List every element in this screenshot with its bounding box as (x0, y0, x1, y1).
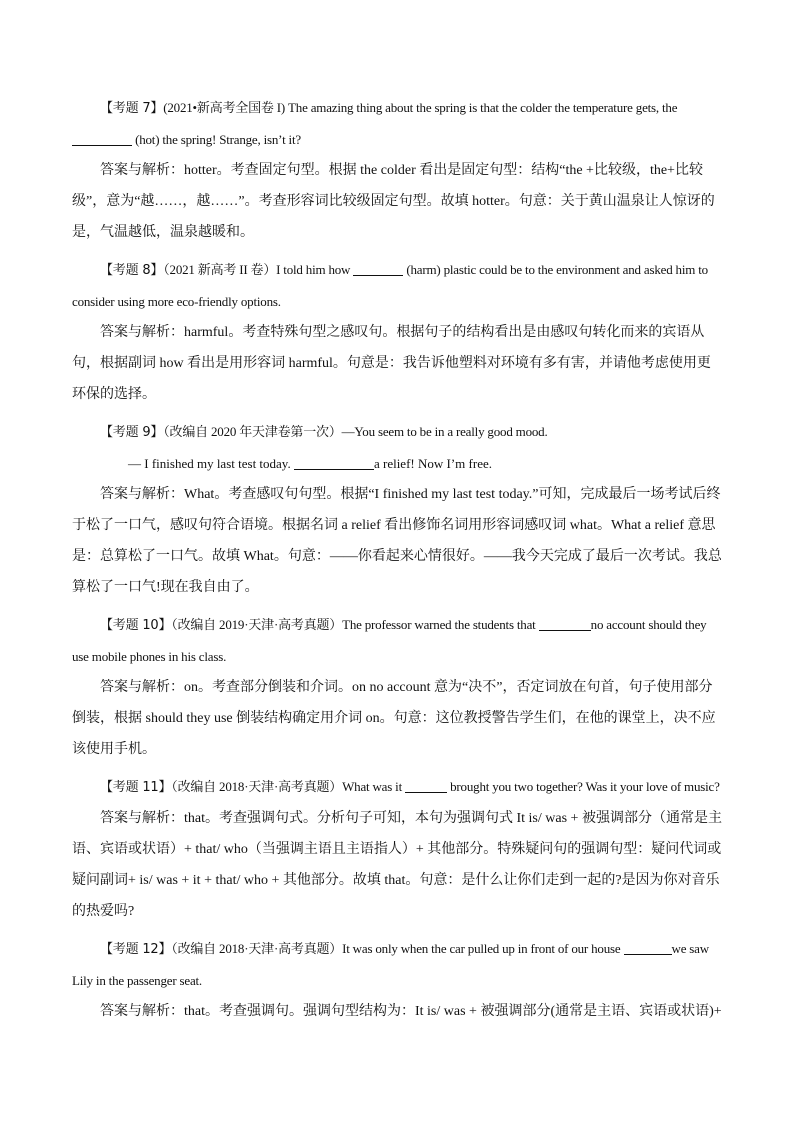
question-stem: （改编自 2020 年天津卷第一次）—You seem to be in a really good mood. (163, 424, 548, 439)
answer-blank (624, 940, 672, 955)
question-text (72, 609, 722, 672)
question-tag: 【考题 10】 (100, 618, 172, 633)
question-stem: （改编自 2018·天津·高考真题）It was only when the car pulled up in front of our house (171, 941, 621, 956)
question-stem: (2021•新高考全国卷 I) The amazing thing about the spring is that the colder the temperature gets, the (163, 100, 678, 115)
answer-blank (539, 616, 591, 631)
question-tag: 【考题 11】 (100, 780, 172, 795)
question-stem-end: brought you two together? Was it your love of music? (450, 779, 720, 794)
exam-question-11 (72, 771, 722, 927)
question-stem-end: (hot) the spring! Strange, isn’t it? (135, 132, 301, 147)
answer-blank (405, 778, 447, 793)
question-tag: 【考题 8】 (100, 263, 164, 278)
dialog-reply (72, 448, 722, 479)
answer-explanation: 答案与解析：that。考查强调句。强调句型结构为：It is/ was + 被强调部分(通常是主语、宾语或状语)+ (100, 1004, 722, 1019)
dialog-text: — I finished my last test today. (128, 456, 291, 471)
question-text (72, 933, 722, 996)
answer-explanation: 答案与解析：harmful。考查特殊句型之感叹句。根据句子的结构看出是由感叹句转化而来的宾语从句，根据副词 how 看出是用形容词 harmful。句意是：我告诉他塑料对环境有多有害，并请他考虑使用更环保的选择。 (72, 325, 711, 402)
document-content (72, 92, 722, 1033)
question-stem: （改编自 2019·天津·高考真题）The professor warned the students that (171, 617, 536, 632)
answer-explanation: 答案与解析：What。考查感叹句句型。根据“I finished my last test today.”可知，完成最后一场考试后终于松了一口气，感叹句符合语境。根据名词 a relief 看出修饰名词用形容词感叹词 what。What a relief 意思是：总算松了一口气。故填 What。句意：——你看起来心情很好。——我今天完成了最后一次考试。我总算松了一口气!现在我自由了。 (72, 487, 722, 595)
question-stem-end: no account should they use mobile phones in his class. (72, 617, 707, 664)
answer-blank (294, 455, 374, 470)
question-text (72, 92, 722, 155)
answer-blank (72, 131, 132, 146)
question-stem: （2021 新高考 II 卷）I told him how (163, 262, 351, 277)
question-tag: 【考题 7】 (100, 101, 164, 116)
answer-explanation: 答案与解析：that。考查强调句式。分析句子可知，本句为强调句式 It is/ was + 被强调部分（通常是主语、宾语或状语）+ that/ who（当强调主语且主语指人）+ 其他部分。特殊疑问句的强调句型：疑问代词或疑问副词+ is/ was + it + that/ who + 其他部分。故填 that。句意：是什么让你们走到一起的?是因为你对音乐的热爱吗? (72, 811, 722, 919)
exam-question-12 (72, 933, 722, 1027)
exam-question-10 (72, 609, 722, 765)
question-text (72, 771, 722, 803)
answer-explanation: 答案与解析：hotter。考查固定句型。根据 the colder 看出是固定句型：结构“the +比较级，the+比较级”，意为“越……，越……”。考查形容词比较级固定句型。故填 hotter。句意：关于黄山温泉让人惊讶的是，气温越低，温泉越暖和。 (72, 163, 715, 240)
question-tag: 【考题 9】 (100, 425, 164, 440)
question-text (72, 416, 722, 448)
answer-blank (353, 261, 403, 276)
dialog-text-end: a relief! Now I’m free. (373, 456, 492, 471)
exam-question-9 (72, 416, 722, 603)
answer-explanation: 答案与解析：on。考查部分倒装和介词。on no account 意为“决不”，否定词放在句首，句子使用部分倒装，根据 should they use 倒装结构确定用介词 on。句意：这位教授警告学生们，在他的课堂上，决不应该使用手机。 (72, 680, 716, 757)
exam-question-7 (72, 92, 722, 248)
exam-question-8 (72, 254, 722, 410)
question-stem-end: we saw Lily in the passenger seat. (72, 941, 709, 988)
question-text (72, 254, 722, 317)
question-stem-end: (harm) plastic could be to the environment and asked him to consider using more eco-friendly options. (72, 262, 708, 309)
question-stem: （改编自 2018·天津·高考真题）What was it (171, 779, 402, 794)
question-tag: 【考题 12】 (100, 942, 172, 957)
